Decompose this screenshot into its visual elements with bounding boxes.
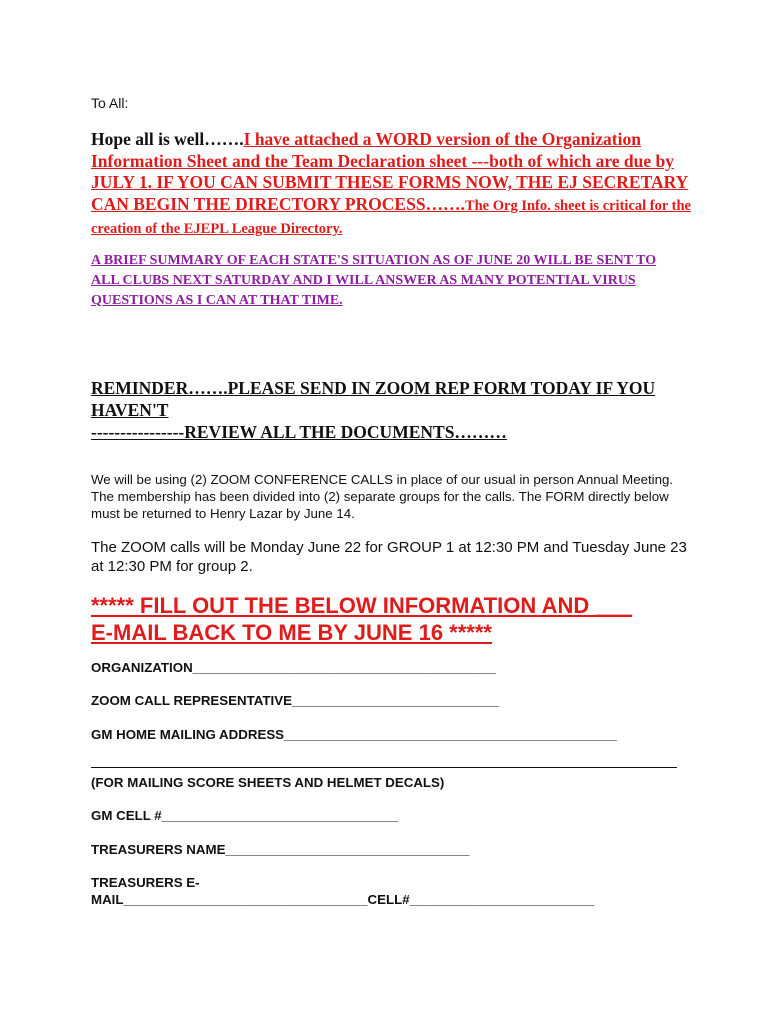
reminder-heading bbox=[91, 377, 701, 443]
zoom-schedule-paragraph: The ZOOM calls will be Monday June 22 for GROUP 1 at 12:30 PM and Tuesday June 23 at 12:30 PM for group 2. bbox=[91, 539, 687, 575]
gm-cell-field[interactable]: GM CELL #________________________________ bbox=[91, 808, 399, 823]
organization-field[interactable]: ORGANIZATION_________________________________________ bbox=[91, 660, 496, 675]
intro-red-main: I have attached a WORD version of the Organization Information Sheet and the Team Declaration sheet ---both of which are due by JULY 1. IF YOU CAN SUBMIT THESE FORMS NOW, THE EJ SECRETARY CAN BEGIN THE DIRECTORY PROCESS……. bbox=[91, 129, 689, 214]
intro-red-small: The Org Info. sheet is critical for the creation of the EJEPL League Directory. bbox=[91, 197, 691, 237]
treasurer-name-field[interactable]: TREASURERS NAME_________________________________ bbox=[91, 842, 470, 857]
state-summary-notice: A BRIEF SUMMARY OF EACH STATE'S SITUATION AS OF JUNE 20 WILL BE SENT TO ALL CLUBS NEXT SATURDAY AND I WILL ANSWER AS MANY POTENTIAL VIRUS QUESTIONS AS I CAN AT THAT TIME. bbox=[91, 253, 657, 308]
treasurer-email-label: TREASURERS E- bbox=[91, 875, 200, 890]
zoom-calls-paragraph: We will be using (2) ZOOM CONFERENCE CALLS in place of our usual in person Annual Meeting. The membership has been divided into (2) separate groups for the calls. The FORM directly below must be returned to Henry Lazar by June 14. bbox=[91, 472, 674, 521]
fill-out-heading-line-2: E-MAIL BACK TO ME BY JUNE 16 ***** bbox=[91, 620, 492, 645]
intro-paragraph bbox=[91, 129, 691, 241]
intro-lead: Hope all is well……. bbox=[91, 129, 244, 149]
reminder-line-2: ----------------REVIEW ALL THE DOCUMENTS……… bbox=[91, 422, 507, 442]
treasurer-email-cell-field[interactable]: MAIL_________________________________CELL#_________________________ bbox=[91, 892, 595, 907]
greeting: To All: bbox=[91, 95, 129, 111]
fill-out-heading-line-1: ***** FILL OUT THE BELOW INFORMATION AND ___ bbox=[91, 593, 633, 618]
mailing-note: (FOR MAILING SCORE SHEETS AND HELMET DECALS) bbox=[91, 775, 445, 790]
reminder-line-1: REMINDER…….PLEASE SEND IN ZOOM REP FORM TODAY IF YOU HAVEN'T bbox=[91, 378, 656, 420]
address-continuation-line[interactable] bbox=[91, 767, 677, 768]
gm-mailing-address-field[interactable]: GM HOME MAILING ADDRESS_____________________________________________ bbox=[91, 727, 617, 742]
fill-out-heading bbox=[91, 592, 711, 646]
zoom-representative-field[interactable]: ZOOM CALL REPRESENTATIVE____________________________ bbox=[91, 693, 500, 708]
